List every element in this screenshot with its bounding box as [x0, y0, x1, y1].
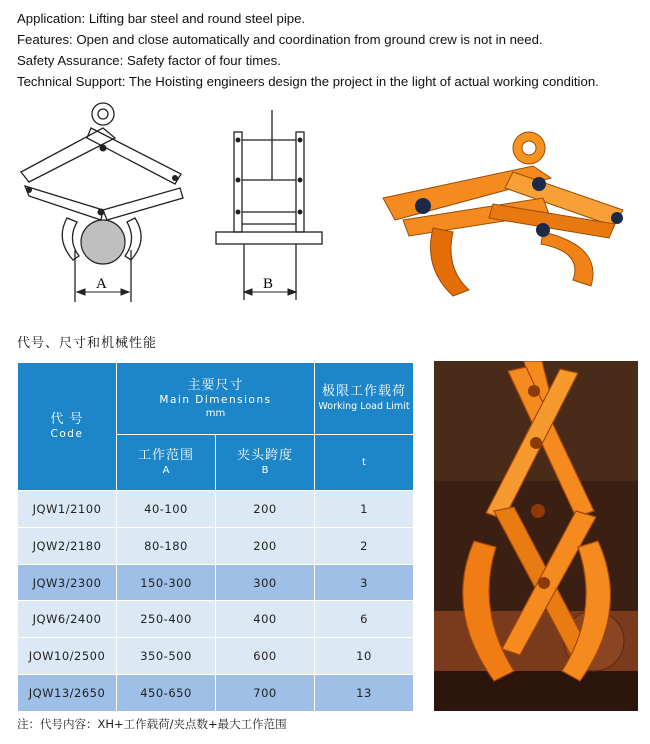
span-cell: 300	[216, 564, 315, 601]
span-cell: 700	[216, 675, 315, 712]
spec-table	[17, 362, 414, 712]
load-cell: 10	[315, 638, 414, 675]
code-header-cn: 代 号	[50, 412, 84, 427]
product-photo-pipe	[434, 361, 638, 711]
main-dimensions-en: Main Dimensions	[159, 393, 272, 406]
code-cell: JQW6/2400	[18, 601, 117, 638]
load-cell: 6	[315, 601, 414, 638]
table-row	[18, 601, 414, 638]
side-view-diagram	[210, 100, 330, 305]
range-cell: 250-400	[117, 601, 216, 638]
range-cell: 350-500	[117, 638, 216, 675]
span-cell: 200	[216, 491, 315, 528]
main-dimensions-header	[117, 363, 315, 435]
table-row	[18, 564, 414, 601]
main-dimensions-cn: 主要尺寸	[187, 377, 244, 393]
range-cell: 450-650	[117, 675, 216, 712]
main-dimensions-unit: mm	[205, 407, 226, 419]
span-cell: 400	[216, 601, 315, 638]
application-line: Application: Lifting bar steel and round steel pipe.	[17, 11, 306, 26]
range-cell: 40-100	[117, 491, 216, 528]
load-cell: 3	[315, 564, 414, 601]
range-cell: 150-300	[117, 564, 216, 601]
load-limit-en: Working Load Limit	[318, 401, 410, 412]
front-dimension-label: A	[96, 276, 107, 292]
features-line: Features: Open and close automatically and coordination from ground crew is not in need.	[17, 32, 543, 47]
intro-text	[17, 8, 642, 92]
section-title: 代号、尺寸和机械性能	[17, 336, 158, 351]
span-header	[216, 435, 315, 491]
load-cell: 1	[315, 491, 414, 528]
code-header	[18, 363, 117, 491]
code-cell: JOW10/2500	[18, 638, 117, 675]
code-footnote: 注：代号内容：XH+工作载荷/夹点数+最大工作范围	[17, 717, 287, 731]
span-header-sub: B	[261, 465, 269, 476]
product-photo-top	[373, 128, 633, 303]
support-line: Technical Support: The Hoisting engineers design the project in the light of actual working condition.	[17, 74, 599, 89]
load-cell: 2	[315, 527, 414, 564]
range-header-cn: 工作范围	[137, 448, 194, 463]
table-row	[18, 527, 414, 564]
load-cell: 13	[315, 675, 414, 712]
load-limit-header	[315, 363, 414, 435]
code-cell: JQW3/2300	[18, 564, 117, 601]
load-unit-header	[315, 435, 414, 491]
side-dimension-label: B	[263, 276, 274, 292]
front-view-diagram	[15, 100, 195, 305]
span-cell: 600	[216, 638, 315, 675]
code-cell: JQW1/2100	[18, 491, 117, 528]
load-limit-cn: 极限工作载荷	[321, 384, 406, 399]
load-unit: t	[362, 457, 366, 468]
code-cell: JQW2/2180	[18, 527, 117, 564]
code-header-en: Code	[50, 428, 84, 440]
table-row	[18, 491, 414, 528]
table-row	[18, 675, 414, 712]
range-header	[117, 435, 216, 491]
table-row	[18, 638, 414, 675]
code-cell: JQW13/2650	[18, 675, 117, 712]
span-cell: 200	[216, 527, 315, 564]
span-header-cn: 夹头跨度	[236, 448, 293, 463]
range-cell: 80-180	[117, 527, 216, 564]
range-header-sub: A	[162, 465, 170, 476]
safety-line: Safety Assurance: Safety factor of four times.	[17, 53, 281, 68]
